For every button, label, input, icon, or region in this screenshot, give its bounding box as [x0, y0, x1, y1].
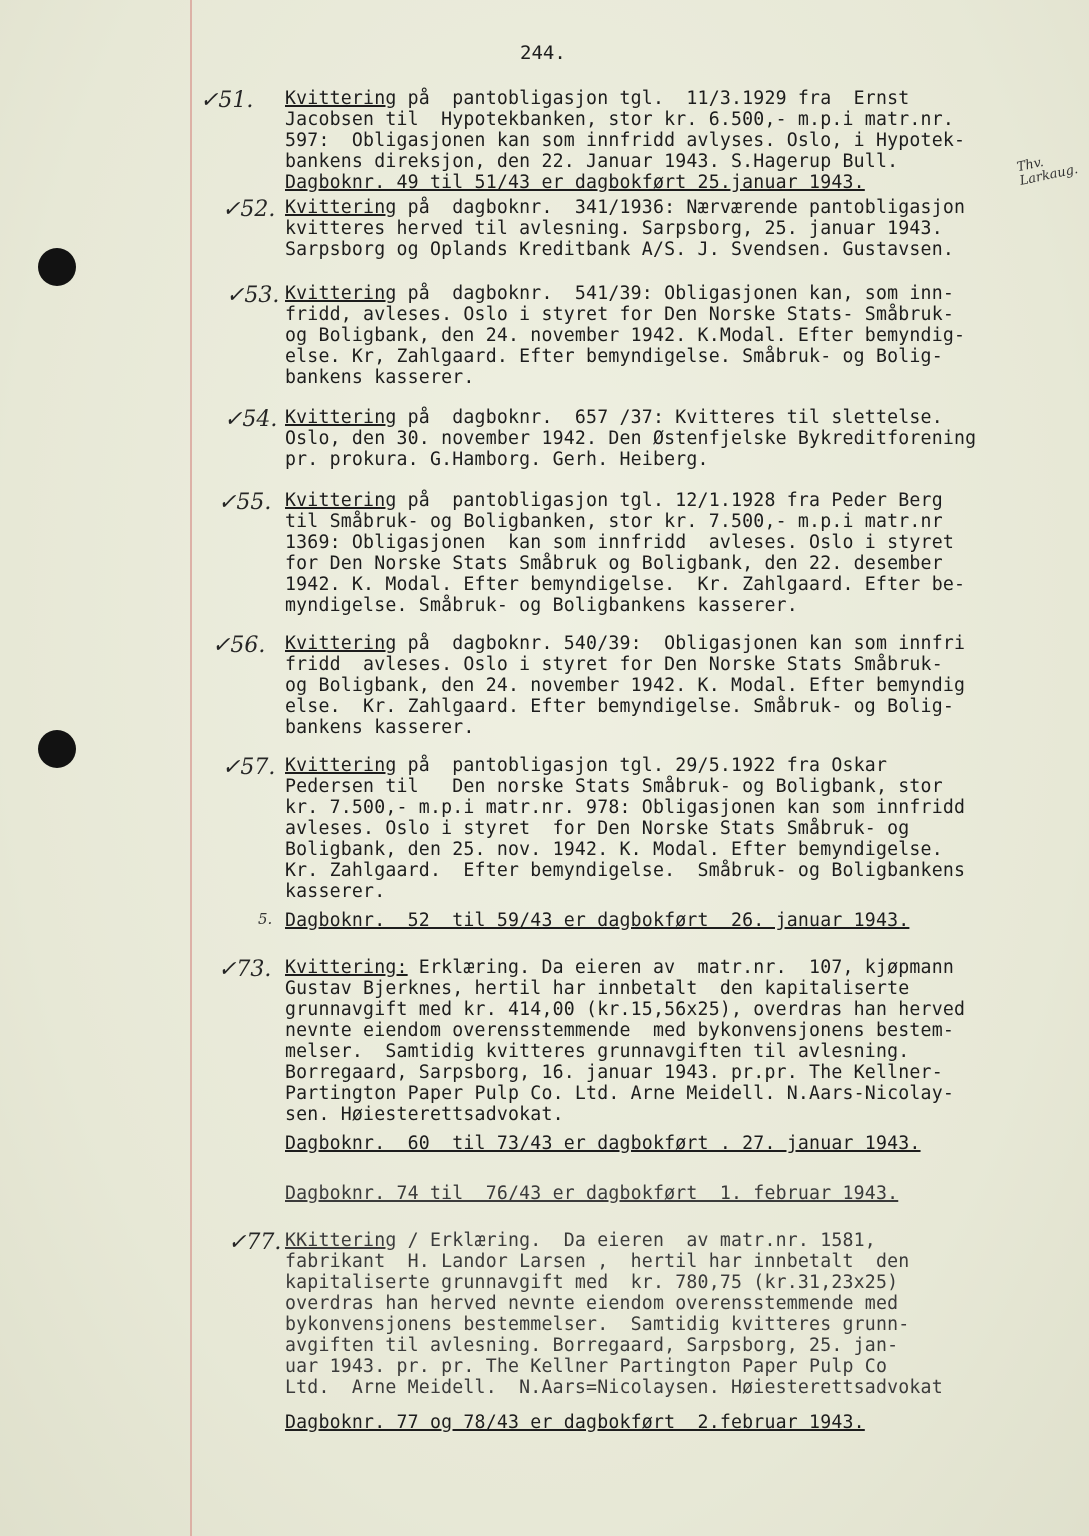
dagbok-line: Dagboknr. 74 til 76/43 er dagbokført 1. februar 1943.	[285, 1183, 899, 1204]
entry-lead: Kvittering:	[285, 957, 408, 978]
entry-number: ✓51.	[200, 88, 254, 113]
entry-text: Kvittering på dagboknr. 657 /37: Kvitteres til slettelse. Oslo, den 30. november 1942. Den Østenfjelske Bykreditforening pr. prokura. G.Hamborg. Gerh. Heiberg.	[285, 407, 977, 470]
punch-hole-top	[38, 248, 76, 286]
entry-number: ✓77.	[228, 1230, 282, 1255]
entry-number: ✓73.	[218, 957, 272, 982]
entry-lead: Kvittering	[285, 197, 397, 218]
dagbok-line: Dagboknr. 60 til 73/43 er dagbokført . 27. januar 1943.	[285, 1133, 921, 1154]
entry-number: ✓53.	[226, 283, 280, 308]
page-number: 244.	[520, 42, 566, 64]
entry-lead: Kvittering	[285, 407, 397, 428]
stray-mark: 5.	[258, 910, 273, 928]
entry-text: Kvittering: Erklæring. Da eieren av matr.nr. 107, kjøpmann Gustav Bjerknes, hertil har innbetalt den kapitaliserte grunnavgift med kr. 414,00 (kr.15,56x25), overdras han herved nevnte eiendom overensstemmende med bykonvensjonens bestem- melser. Samtidig kvitteres grunnavgiften til avlesning. Borregaard, Sarpsborg, 16. januar 1943. pr.pr. The Kellner- Partington Paper Pulp Co. Ltd. Arne Meidell. N.Aars-Nicolay- sen. Høiesterettsadvokat.	[285, 957, 966, 1125]
entry-text: Kvittering på dagboknr. 341/1936: Nærværende pantobligasjon kvitteres herved til avlesning. Sarpsborg, 25. januar 1943. Sarpsborg og Oplands Kreditbank A/S. J. Svendsen. Gustavsen.	[285, 197, 966, 260]
entry-lead: KKittering	[285, 1230, 397, 1251]
dagbok-line: Dagboknr. 49 til 51/43 er dagbokført 25.januar 1943.	[285, 172, 865, 193]
entry-text: Kvittering på dagboknr. 541/39: Obligasjonen kan, som inn- fridd, avleses. Oslo i styret for Den Norske Stats- Småbruk- og Boligbank, den 24. november 1942. K.Modal. Efter bemyndig- else. Kr, Zahlgaard. Efter bemyndigelse. Småbruk- og Bolig- bankens kasserer.	[285, 283, 966, 388]
entry-number: ✓56.	[212, 633, 266, 658]
dagbok-line: Dagboknr. 77 og 78/43 er dagbokført 2.februar 1943.	[285, 1412, 865, 1433]
entry-lead: Kvittering	[285, 283, 397, 304]
entry-number: ✓54.	[224, 407, 278, 432]
entry-text: KKittering / Erklæring. Da eieren av matr.nr. 1581, fabrikant H. Landor Larsen , hertil har innbetalt den kapitaliserte grunnavgift med kr. 780,75 (kr.31,23x25) overdras han herved nevnte eiendom overensstemmende med bykonvensjonens bestemmelser. Samtidig kvitteres grunn- avgiften til avlesning. Borregaard, Sarpsborg, 25. jan- uar 1943. pr. pr. The Kellner Partington Paper Pulp Co Ltd. Arne Meidell. N.Aars=Nicolaysen. Høiesterettsadvokat	[285, 1230, 943, 1398]
entry-lead: Kvittering	[285, 633, 397, 654]
entry-text: Kvittering på pantobligasjon tgl. 29/5.1922 fra Oskar Pedersen til Den norske Stats Småbruk- og Boligbank, stor kr. 7.500,- m.p.i matr.nr. 978: Obligasjonen kan som innfridd avleses. Oslo i styret for Den Norske Stats Småbruk- og Boligbank, den 25. nov. 1942. K. Modal. Efter bemyndigelse. Kr. Zahlgaard. Efter bemyndigelse. Småbruk- og Boligbankens kasserer.	[285, 755, 966, 902]
entry-lead: Kvittering	[285, 88, 397, 109]
dagbok-line: Dagboknr. 52 til 59/43 er dagbokført 26. januar 1943.	[285, 910, 910, 931]
entry-text: Kvittering på pantobligasjon tgl. 12/1.1928 fra Peder Berg til Småbruk- og Boligbanken, stor kr. 7.500,- m.p.i matr.nr 1369: Obligasjonen kan som innfridd avleses. Oslo i styret for Den Norske Stats Småbruk og Boligbank, den 22. desember 1942. K. Modal. Efter bemyndigelse. Kr. Zahlgaard. Efter be- myndigelse. Småbruk- og Boligbankens kasserer.	[285, 490, 966, 616]
punch-hole-middle	[38, 730, 76, 768]
entry-lead: Kvittering	[285, 490, 397, 511]
entry-text: Kvittering på pantobligasjon tgl. 11/3.1929 fra Ernst Jacobsen til Hypotekbanken, stor kr. 6.500,- m.p.i matr.nr. 597: Obligasjonen kan som innfridd avlyses. Oslo, i Hypotek- bankens direksjon, den 22. Januar 1943. S.Hagerup Bull.	[285, 88, 966, 172]
handwritten-margin-note: Thv. Larkaug.	[1015, 154, 1080, 189]
margin-rule	[190, 0, 192, 1536]
entry-text: Kvittering på dagboknr. 540/39: Obligasjonen kan som innfri fridd avleses. Oslo i styret for Den Norske Stats Småbruk- og Boligbank, den 24. november 1942. K. Modal. Efter bemyndig else. Kr. Zahlgaard. Efter bemyndigelse. Småbruk- og Bolig- bankens kasserer.	[285, 633, 966, 738]
entry-lead: Kvittering	[285, 755, 397, 776]
entry-number: ✓52.	[222, 197, 276, 222]
entry-number: ✓57.	[222, 755, 276, 780]
entry-number: ✓55.	[218, 490, 272, 515]
